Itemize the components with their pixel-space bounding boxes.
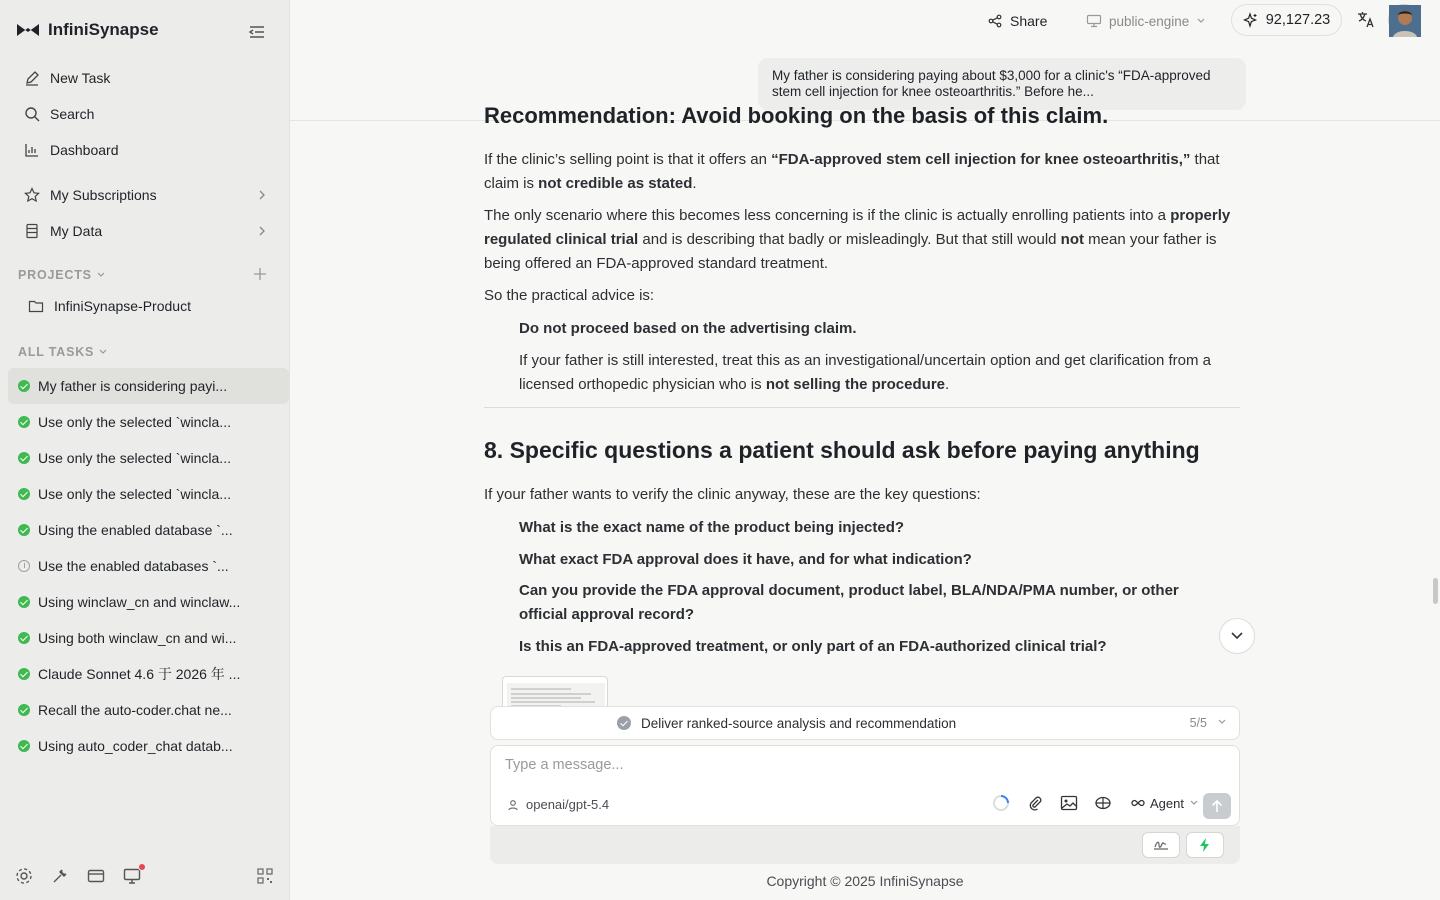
task-label: Use the enabled databases `... bbox=[38, 558, 229, 574]
task-item[interactable] bbox=[8, 368, 289, 404]
task-item[interactable] bbox=[8, 620, 289, 656]
task-label: Use only the selected `wincla... bbox=[38, 486, 231, 502]
user-icon bbox=[507, 799, 519, 811]
chevron-down-icon[interactable] bbox=[1217, 718, 1227, 726]
collapse-sidebar-icon[interactable] bbox=[248, 24, 266, 40]
question-item: What is the exact name of the product being injected? bbox=[519, 519, 905, 536]
mode-selector[interactable] bbox=[1131, 796, 1199, 811]
chevron-down-icon bbox=[1189, 799, 1199, 807]
credits-value: 92,127.23 bbox=[1265, 12, 1331, 28]
paragraph: The only scenario where this becomes less concerning is if the clinic is actually enrolling patients into a properly regulated clinical trial and is describing that badly or misleadingly. But that still would not mean your father is being offered an FDA-approved standard treatment. bbox=[484, 207, 1231, 272]
chevron-down-icon bbox=[98, 348, 108, 356]
nav-dashboard[interactable] bbox=[8, 134, 282, 166]
sparkle-icon bbox=[1243, 13, 1258, 28]
nav-label: Dashboard bbox=[50, 142, 119, 158]
nav-label: My Subscriptions bbox=[50, 187, 157, 203]
mode-label: Agent bbox=[1150, 795, 1184, 811]
task-done-icon bbox=[18, 380, 30, 392]
attach-icon[interactable] bbox=[1025, 793, 1045, 813]
chevron-right-icon bbox=[258, 225, 266, 237]
model-name: openai/gpt-5.4 bbox=[526, 797, 610, 812]
projects-label: PROJECTS bbox=[18, 268, 92, 282]
database-icon bbox=[24, 223, 40, 239]
user-message-bubble[interactable]: My father is considering paying about $3,000 for a clinic's “FDA-approved stem cell injection for knee osteoarthritis.” Before he... bbox=[758, 58, 1246, 110]
copyright: Copyright © 2025 InfiniSynapse bbox=[766, 873, 964, 889]
task-label: My father is considering payi... bbox=[38, 378, 228, 394]
arrow-up-icon bbox=[1211, 799, 1223, 813]
task-label: Using auto_coder_chat datab... bbox=[38, 738, 233, 754]
composer-footer bbox=[490, 826, 1240, 864]
nav-search[interactable] bbox=[8, 98, 282, 130]
add-project-icon[interactable] bbox=[252, 266, 268, 282]
infinity-icon bbox=[1131, 798, 1145, 808]
task-done-icon bbox=[18, 416, 30, 428]
task-done-icon bbox=[18, 668, 30, 680]
question-item: Can you provide the FDA approval document, product label, BLA/NDA/PMA number, or other official approval record? bbox=[519, 582, 1179, 623]
assistant-response bbox=[484, 103, 1244, 661]
section-heading: 8. Specific questions a patient should ask before paying anything bbox=[484, 437, 1200, 463]
task-item[interactable] bbox=[8, 476, 289, 512]
task-label: Claude Sonnet 4.6 于 2026 年 ... bbox=[38, 666, 241, 682]
task-item[interactable] bbox=[8, 404, 289, 440]
advice-point: If your father is still interested, treat this as an investigational/uncertain option and get clarification from a licensed orthopedic physician who is not selling the procedure. bbox=[519, 352, 1212, 393]
share-icon bbox=[988, 14, 1002, 28]
monitor-icon[interactable] bbox=[122, 866, 142, 886]
server-icon bbox=[1086, 14, 1102, 28]
message-input[interactable] bbox=[505, 754, 1225, 776]
share-label: Share bbox=[1010, 13, 1048, 29]
project-item[interactable] bbox=[28, 298, 191, 314]
recommendation-heading: Recommendation: Avoid booking on the basis of this claim. bbox=[484, 103, 1109, 128]
chevron-down-icon bbox=[1230, 631, 1244, 641]
folder-icon bbox=[28, 299, 44, 313]
step-complete-icon bbox=[617, 716, 631, 730]
model-selector[interactable] bbox=[507, 797, 609, 812]
logo-icon bbox=[16, 22, 40, 38]
paragraph: So the practical advice is: bbox=[484, 287, 655, 304]
engine-selector[interactable] bbox=[1086, 8, 1206, 34]
plan-step-count: 5/5 bbox=[1189, 716, 1207, 730]
user-avatar[interactable] bbox=[1388, 4, 1420, 36]
nav-label: New Task bbox=[50, 70, 111, 86]
chevron-right-icon bbox=[258, 189, 266, 201]
fast-mode-button[interactable] bbox=[1186, 832, 1224, 858]
search-icon bbox=[24, 106, 40, 122]
section-divider bbox=[484, 407, 1240, 408]
credits-badge[interactable] bbox=[1231, 4, 1342, 36]
star-icon bbox=[24, 187, 40, 203]
settings-icon[interactable] bbox=[14, 866, 34, 886]
nav-label: My Data bbox=[50, 223, 103, 239]
task-info-icon bbox=[18, 560, 30, 572]
task-label: Using winclaw_cn and winclaw... bbox=[38, 594, 241, 610]
message-composer bbox=[490, 745, 1240, 826]
chart-icon bbox=[24, 142, 40, 158]
share-button[interactable] bbox=[988, 8, 1047, 34]
billing-icon[interactable] bbox=[86, 866, 106, 886]
question-item: Is this an FDA-approved treatment, or only part of an FDA-authorized clinical trial? bbox=[519, 638, 1107, 655]
loading-spinner-icon bbox=[991, 793, 1011, 813]
task-item[interactable] bbox=[8, 656, 289, 692]
nav-new-task[interactable] bbox=[8, 62, 282, 94]
task-label: Using the enabled database `... bbox=[38, 522, 233, 538]
translate-icon[interactable] bbox=[1356, 10, 1376, 30]
all-tasks-header[interactable] bbox=[18, 345, 108, 359]
chevron-down-icon bbox=[96, 271, 106, 279]
task-label: Use only the selected `wincla... bbox=[38, 450, 231, 466]
plan-progress-bar[interactable] bbox=[490, 706, 1240, 740]
image-icon[interactable] bbox=[1059, 793, 1079, 813]
signature-icon bbox=[1153, 839, 1169, 851]
composer-tools bbox=[991, 793, 1199, 813]
task-done-icon bbox=[18, 704, 30, 716]
pencil-icon bbox=[24, 70, 40, 86]
task-item[interactable] bbox=[8, 440, 289, 476]
nav-my-subscriptions[interactable] bbox=[8, 179, 282, 211]
paragraph: If your father wants to verify the clinic anyway, these are the key questions: bbox=[484, 486, 981, 503]
paragraph: If the clinic’s selling point is that it offers an “FDA-approved stem cell injection for knee osteoarthritis,” that claim is not credible as stated. bbox=[484, 151, 1220, 192]
chevron-down-icon bbox=[1196, 17, 1206, 25]
task-label: Recall the auto-coder.chat ne... bbox=[38, 702, 232, 718]
sidebar-footer bbox=[14, 866, 142, 886]
task-item[interactable] bbox=[8, 548, 289, 584]
task-item[interactable] bbox=[8, 692, 289, 728]
task-done-icon bbox=[18, 524, 30, 536]
tools-icon[interactable] bbox=[50, 866, 70, 886]
send-button[interactable] bbox=[1203, 793, 1231, 819]
projects-header[interactable] bbox=[18, 268, 106, 282]
task-item[interactable] bbox=[8, 512, 289, 548]
qr-grid-icon[interactable] bbox=[256, 867, 274, 885]
notification-badge bbox=[138, 863, 146, 871]
brand-name: InfiniSynapse bbox=[48, 20, 159, 39]
task-item[interactable] bbox=[8, 584, 289, 620]
task-done-icon bbox=[18, 596, 30, 608]
all-tasks-label: ALL TASKS bbox=[18, 345, 95, 359]
project-label: InfiniSynapse-Product bbox=[54, 298, 191, 314]
plan-step-label: Deliver ranked-source analysis and recommendation bbox=[641, 715, 957, 731]
sidebar bbox=[0, 0, 290, 900]
scrollbar-thumb[interactable] bbox=[1433, 578, 1438, 604]
task-item[interactable] bbox=[8, 728, 289, 764]
task-label: Use only the selected `wincla... bbox=[38, 414, 231, 430]
engine-label: public-engine bbox=[1109, 13, 1190, 29]
task-done-icon bbox=[18, 740, 30, 752]
web-search-icon[interactable] bbox=[1093, 793, 1113, 813]
task-done-icon bbox=[18, 632, 30, 644]
task-label: Using both winclaw_cn and wi... bbox=[38, 630, 237, 646]
top-bar bbox=[290, 0, 1440, 120]
nav-my-data[interactable] bbox=[8, 215, 282, 247]
task-done-icon bbox=[18, 452, 30, 464]
lightning-icon bbox=[1198, 837, 1212, 853]
draw-mode-button[interactable] bbox=[1142, 832, 1180, 858]
question-item: What exact FDA approval does it have, and for what indication? bbox=[519, 551, 972, 568]
scroll-to-bottom-button[interactable] bbox=[1219, 618, 1255, 654]
advice-point: Do not proceed based on the advertising claim. bbox=[519, 320, 857, 337]
task-done-icon bbox=[18, 488, 30, 500]
nav-label: Search bbox=[50, 106, 95, 122]
brand[interactable] bbox=[16, 20, 159, 40]
